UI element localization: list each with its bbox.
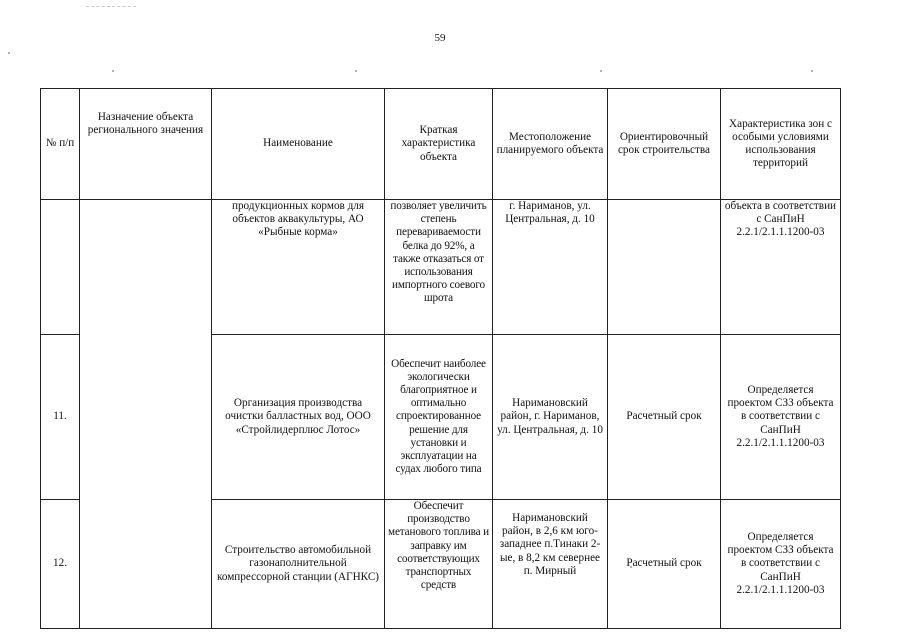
scan-speck	[600, 70, 602, 72]
object-location: г. Нариманов, ул. Центральная, д. 10	[493, 200, 608, 335]
row-number: 12.	[41, 500, 80, 629]
object-name: Строительство автомобильной газонаполнительной компрессорной станции (АГНКС)	[212, 500, 385, 629]
object-description: позволяет увеличить степень перевариваемости белка до 92%, а также отказаться от использования импортного соевого шрота	[385, 200, 493, 335]
row-number: 11.	[41, 335, 80, 500]
construction-term: Расчетный срок	[608, 500, 721, 629]
construction-term	[608, 200, 721, 335]
header-description: Краткая характеристика объекта	[385, 89, 493, 200]
table-header-row	[41, 89, 841, 200]
object-description: Обеспечит наиболее экологически благоприятное и оптимально спроектированное решение для установки и эксплуатации на судах любого типа	[385, 335, 493, 500]
zone-characteristics: Определяется проектом СЗЗ объекта в соответствии с СанПиН 2.2.1/2.1.1.1200-03	[721, 335, 841, 500]
header-purpose: Назначение объекта регионального значения	[80, 89, 212, 200]
scan-speck	[355, 70, 357, 72]
object-description: Обеспечит производство метанового топлива и заправку им соответствующих транспортных средств	[385, 500, 493, 629]
scan-speck	[112, 70, 114, 72]
header-location: Местоположение планируемого объекта	[493, 89, 608, 200]
zone-characteristics: объекта в соответствии с СанПиН 2.2.1/2.1.1.1200-03	[721, 200, 841, 335]
header-zones: Характеристика зон с особыми условиями использования территорий	[721, 89, 841, 200]
header-term: Ориентировочный срок строительства	[608, 89, 721, 200]
scan-speck	[811, 70, 813, 72]
purpose-cell	[80, 200, 212, 629]
construction-term: Расчетный срок	[608, 335, 721, 500]
table-row	[41, 200, 841, 335]
page-number: 59	[434, 32, 446, 44]
object-location: Наримановский район, г. Нариманов, ул. Центральная, д. 10	[493, 335, 608, 500]
object-name: продукционных кормов для объектов аквакультуры, АО «Рыбные корма»	[212, 200, 385, 335]
scan-speck	[8, 52, 10, 54]
planned-objects-table	[40, 88, 841, 629]
object-name: Организация производства очистки балластных вод, ООО «Стройлидерплюс Лотос»	[212, 335, 385, 500]
row-number	[41, 200, 80, 335]
object-location: Наримановский район, в 2,6 км юго-западнее п.Тинаки 2-ые, в 8,2 км севернее п. Мирный	[493, 500, 608, 629]
scan-artifact-line	[86, 6, 136, 7]
header-name: Наименование	[212, 89, 385, 200]
header-num: № п/п	[41, 89, 80, 200]
zone-characteristics: Определяется проектом СЗЗ объекта в соответствии с СанПиН 2.2.1/2.1.1.1200-03	[721, 500, 841, 629]
